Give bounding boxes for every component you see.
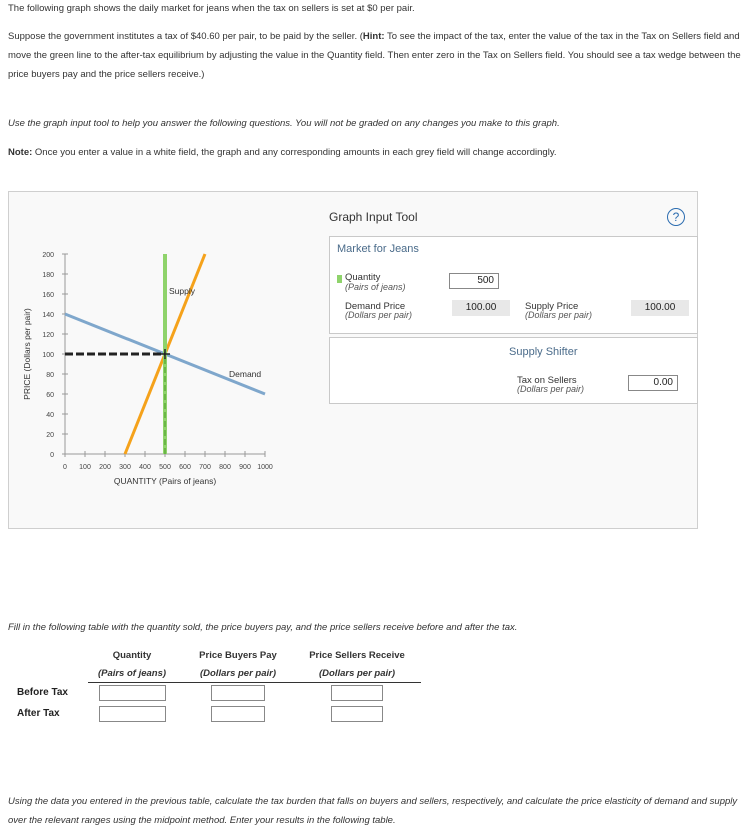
x-tick-label: 600 (179, 464, 191, 471)
x-tick-label: 100 (79, 464, 91, 471)
y-tick-label: 160 (42, 292, 54, 299)
col-sellers-unit: (Dollars per pair) (318, 668, 396, 679)
help-icon[interactable]: ? (667, 208, 685, 226)
chart-axes (42, 252, 273, 471)
col-sellers-header: Price Sellers Receive (309, 650, 405, 661)
after-buyers-input[interactable] (211, 706, 265, 722)
after-sellers-input[interactable] (331, 706, 383, 722)
shifter-title: Supply Shifter (509, 346, 578, 358)
y-tick-label: 120 (42, 332, 54, 339)
col-buyers-header: Price Buyers Pay (199, 650, 277, 661)
y-tick-label: 60 (46, 392, 54, 399)
after-quantity-input[interactable] (99, 706, 166, 722)
x-tick-label: 900 (239, 464, 251, 471)
y-tick-label: 40 (46, 412, 54, 419)
y-tick-label: 0 (50, 452, 54, 459)
x-tick-label: 500 (159, 464, 171, 471)
x-tick-label: 200 (99, 464, 111, 471)
x-tick-label: 800 (219, 464, 231, 471)
hint-label: Hint: (362, 31, 385, 42)
y-tick-label: 80 (46, 372, 54, 379)
tax-label: Tax on Sellers (517, 375, 577, 386)
supply-price-unit: (Dollars per pair) (525, 310, 593, 320)
intro-para-b: To see the impact of the tax, enter the value of the tax in the Tax on Sellers field and move the green line to the after-tax equilibrium by adjusting the value in the Quantity field. Then enter zero in the Tax on Sellers field. You should see a tax wedge between the price buyers pay and the price sellers receive.) (8, 31, 741, 80)
x-tick-label: 700 (199, 464, 211, 471)
col-buyers-unit: (Dollars per pair) (199, 668, 277, 679)
supply-label: Supply (169, 286, 195, 296)
y-tick-label: 180 (42, 272, 54, 279)
intro-line: The following graph shows the daily market for jeans when the tax on sellers is set at $0 per pair. (8, 3, 415, 14)
col-quantity-header: Quantity (112, 650, 152, 661)
footer-instruction: Using the data you entered in the previous table, calculate the tax burden that falls on buyers and sellers, respectively, and calculate the price elasticity of demand and supply over the relevant ranges using the midpoint method. Enter your results in the following table. (8, 796, 738, 826)
tool-note: Use the graph input tool to help you answer the following questions. You will not be graded on any changes you make to this graph. (8, 118, 560, 129)
tax-input[interactable]: 0.00 (628, 375, 678, 391)
market-title: Market for Jeans (337, 243, 419, 255)
tool-title: Graph Input Tool (329, 210, 418, 224)
table-instruction: Fill in the following table with the quantity sold, the price buyers pay, and the price sellers receive before and after the tax. (8, 622, 518, 633)
x-tick-label: 400 (139, 464, 151, 471)
intro-para-a: Suppose the government institutes a tax of $40.60 per pair, to be paid by the seller. ( (8, 31, 363, 42)
x-tick-label: 1000 (257, 464, 273, 471)
before-buyers-input[interactable] (211, 685, 265, 701)
quantity-input[interactable]: 500 (449, 273, 499, 289)
supply-price-label: Supply Price (525, 301, 579, 312)
note-text: Once you enter a value in a white field, the graph and any corresponding amounts in each grey field will change accordingly. (32, 147, 557, 158)
before-sellers-input[interactable] (331, 685, 383, 701)
y-tick-label: 20 (46, 432, 54, 439)
before-quantity-input[interactable] (99, 685, 166, 701)
header-divider (88, 682, 421, 683)
quantity-label: Quantity (345, 272, 381, 283)
demand-label: Demand (229, 369, 262, 379)
y-tick-label: 100 (42, 352, 54, 359)
quantity-swatch (337, 275, 342, 283)
demand-price-unit: (Dollars per pair) (345, 310, 413, 320)
note-label: Note: (8, 147, 33, 158)
supply-price-field: 100.00 (631, 300, 689, 316)
x-tick-label: 0 (63, 464, 67, 471)
y-axis-label: PRICE (Dollars per pair) (22, 308, 32, 400)
row-before-tax: Before Tax (17, 687, 68, 698)
demand-price-label: Demand Price (345, 301, 406, 312)
y-tick-label: 140 (42, 312, 54, 319)
x-axis-label: QUANTITY (Pairs of jeans) (113, 476, 217, 486)
quantity-unit: (Pairs of jeans) (345, 282, 406, 292)
row-after-tax: After Tax (17, 708, 60, 719)
demand-price-field: 100.00 (452, 300, 510, 316)
tax-unit: (Dollars per pair) (517, 384, 585, 394)
col-quantity-unit: (Pairs of jeans) (97, 668, 167, 679)
x-tick-label: 300 (119, 464, 131, 471)
y-tick-label: 200 (42, 252, 54, 259)
